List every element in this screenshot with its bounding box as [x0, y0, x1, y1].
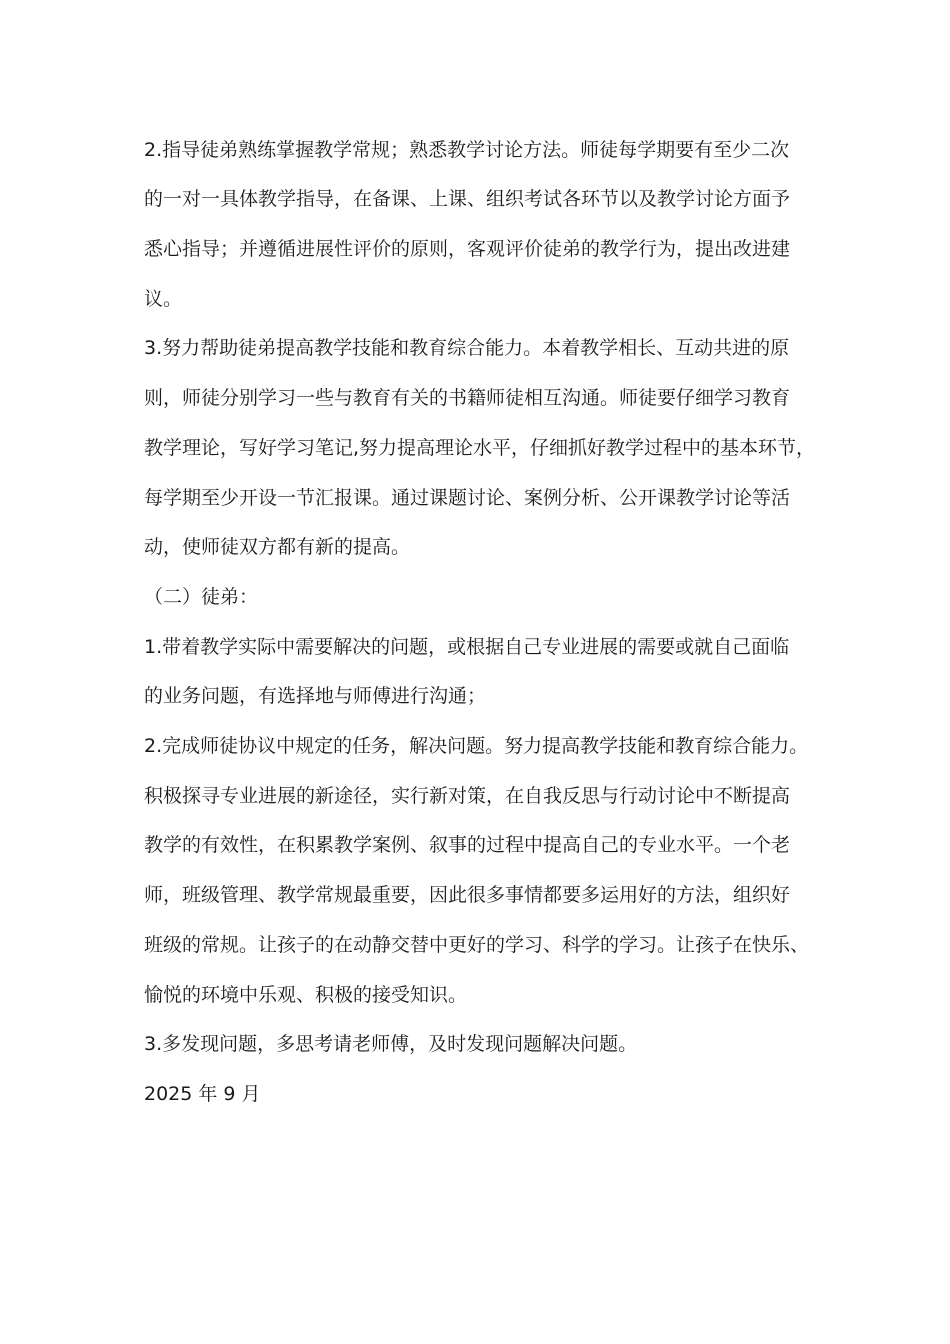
text-line: 教学理论，写好学习笔记,努力提高理论水平，仔细抓好教学过程中的基本环节， [144, 437, 816, 459]
text-line: 愉悦的环境中乐观、积极的接受知识。 [144, 984, 468, 1006]
text-line: 的业务问题，有选择地与师傅进行沟通； [144, 685, 487, 707]
text-line: 动，使师徒双方都有新的提高。 [144, 536, 411, 558]
text-line: 3.多发现问题，多思考请老师傅，及时发现问题解决问题。 [144, 1033, 638, 1055]
text-line: 积极探寻专业进展的新途径，实行新对策，在自我反思与行动讨论中不断提高 [144, 785, 791, 807]
text-line: 议。 [144, 288, 183, 310]
section-heading: （二）徒弟： [144, 586, 259, 608]
text-line: 则，师徒分别学习一些与教育有关的书籍师徒相互沟通。师徒要仔细学习教育 [144, 387, 791, 409]
text-line: 的一对一具体教学指导，在备课、上课、组织考试各环节以及教学讨论方面予 [144, 188, 791, 210]
text-line: 教学的有效性，在积累教学案例、叙事的过程中提高自己的专业水平。一个老 [144, 834, 791, 856]
text-line: 师，班级管理、教学常规最重要，因此很多事情都要多运用好的方法，组织好 [144, 884, 791, 906]
text-line: 2.完成师徒协议中规定的任务，解决问题。努力提高教学技能和教育综合能力。 [144, 735, 809, 757]
text-line: 班级的常规。让孩子的在动静交替中更好的学习、科学的学习。让孩子在快乐、 [144, 934, 810, 956]
text-line: 悉心指导；并遵循进展性评价的原则，客观评价徒弟的教学行为，提出改进建 [144, 238, 791, 260]
document-date: 2025 年 9 月 [144, 1083, 261, 1105]
text-line: 3.努力帮助徒弟提高教学技能和教育综合能力。本着教学相长、互动共进的原 [144, 337, 790, 359]
text-line: 2.指导徒弟熟练掌握教学常规；熟悉教学讨论方法。师徒每学期要有至少二次 [144, 139, 790, 161]
text-line: 1.带着教学实际中需要解决的问题，或根据自己专业进展的需要或就自己面临 [144, 636, 790, 658]
text-line: 每学期至少开设一节汇报课。通过课题讨论、案例分析、公开课教学讨论等活 [144, 487, 791, 509]
